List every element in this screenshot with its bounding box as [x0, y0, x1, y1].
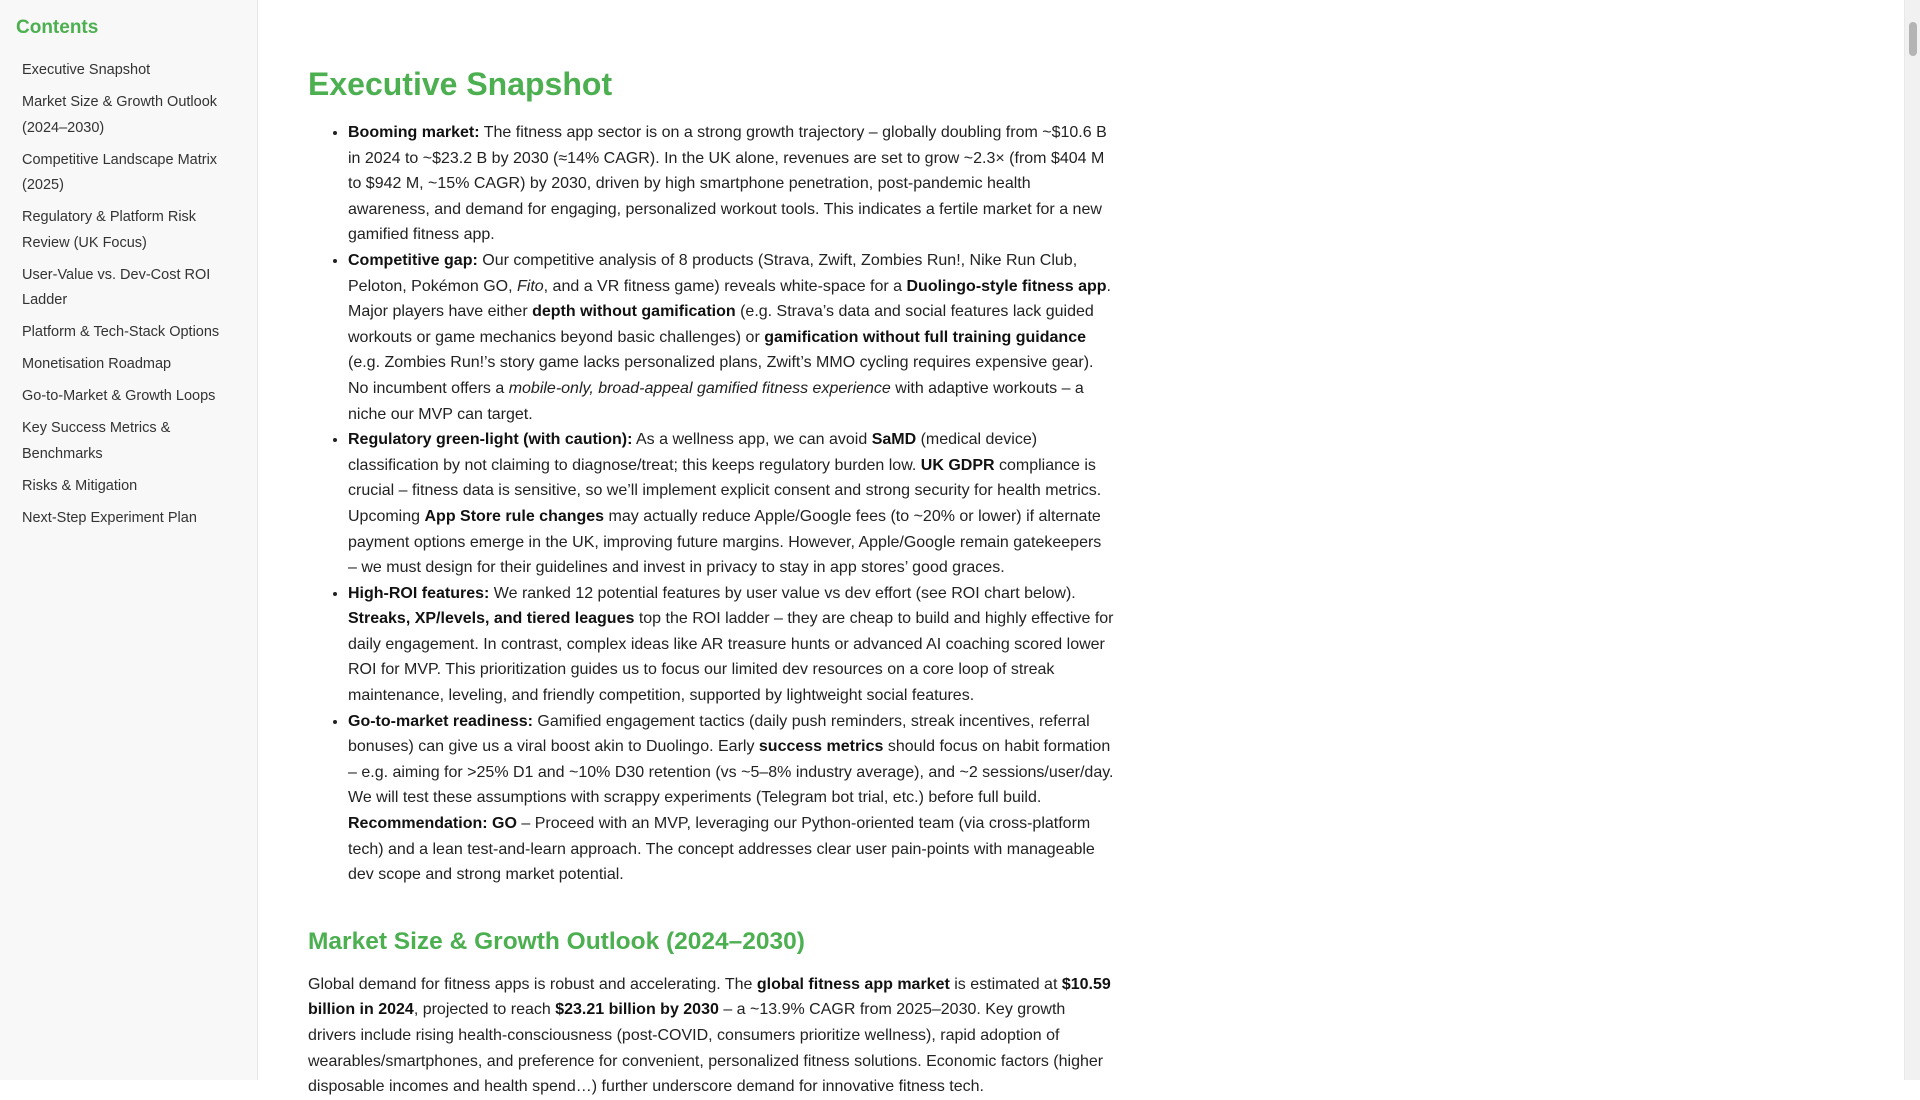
scrollbar-thumb[interactable] — [1909, 22, 1917, 56]
bullet-label: Competitive gap: — [348, 251, 478, 269]
snapshot-bullets — [308, 120, 1114, 888]
bullet-label: Booming market: — [348, 124, 480, 141]
toc-item-market-size[interactable]: Market Size & Growth Outlook (2024–2030) — [22, 94, 218, 136]
toc-item-roi-ladder[interactable]: User-Value vs. Dev-Cost ROI Ladder — [22, 266, 211, 308]
bullet-go-to-market: • Go-to-market readiness: Gamified engagement tactics (daily push reminders, streak incentives, referral bonuses) can give us a viral boost akin to Duolingo. Early success metrics should focus on habit formation – e.g. aiming for >25% D1 and ~10% D30 retention (vs ~5–8% industry average), and ~2 sessions/user/day. We will test these assumptions with scrappy experiments (Telegram bot trial, etc.) before full build. Recommendation: GO – Proceed with an MVP, leveraging our Python-oriented team (via cross-platform tech) and a lean test-and-learn approach. The concept addresses clear user pain-points with manageable dev scope and strong market potential. — [348, 709, 1114, 888]
toc-item-tech-stack[interactable]: Platform & Tech-Stack Options — [22, 324, 220, 340]
bullet-competitive-gap: • Competitive gap: Our competitive analysis of 8 products (Strava, Zwift, Zombies Run!, Nike Run Club, Peloton, Pokémon GO, Fito, and a VR fitness game) reveals white-space for a Duolingo-style fitness app. Major players have either depth without gamification (e.g. Strava’s data and social features lack guided workouts or game mechanics beyond basic challenges) or gamification without full training guidance (e.g. Zombies Run!’s story game lacks personalized plans, Zwift’s MMO cycling requires expensive gear). No incumbent offers a mobile-only, broad-appeal gamified fitness experience with adaptive workouts – a niche our MVP can target. — [348, 248, 1114, 427]
toc-item-executive-snapshot[interactable]: Executive Snapshot — [22, 62, 151, 78]
bullet-label: Regulatory green-light (with caution): — [348, 431, 633, 449]
toc-item-competitive-landscape[interactable]: Competitive Landscape Matrix (2025) — [22, 151, 218, 193]
toc-item-risks[interactable]: Risks & Mitigation — [22, 477, 138, 494]
document-body — [308, 62, 1114, 1100]
toc-list — [0, 58, 257, 531]
toc-title: Contents — [16, 17, 99, 38]
toc-item-monetisation[interactable]: Monetisation Roadmap — [22, 356, 172, 372]
market-paragraph: Global demand for fitness apps is robust and accelerating. The global fitness app market is estimated at $10.59 billion in 2024, projected to reach $23.21 billion by 2030 – a ~13.9% CAGR from 2025–2030. Key growth drivers include rising health-consciousness (post-COVID, consumers prioritize wellness), rapid adoption of wearables/smartphones, and preference for convenient, personalized fitness solutions. Economic factors (higher disposable incomes and health spend…) further underscore demand for innovative fitness tech. — [308, 975, 1111, 1096]
bullet-regulatory: • Regulatory green-light (with caution): As a wellness app, we can avoid SaMD (medical device) classification by not claiming to diagnose/treat; this keeps regulatory burden low. UK GDPR compliance is crucial – fitness data is sensitive, so we’ll implement explicit consent and strong security for health metrics. Upcoming App Store rule changes may actually reduce Apple/Google fees (to ~20% or lower) if alternate payment options emerge in the UK, improving future margins. However, Apple/Google remain gatekeepers – we must design for their guidelines and invest in privacy to stay in app stores’ good graces. — [348, 427, 1114, 581]
bullet-label: Go-to-market readiness: — [348, 712, 533, 730]
main-content — [259, 0, 1904, 1096]
toc-item-go-to-market[interactable]: Go-to-Market & Growth Loops — [22, 388, 216, 404]
bullet-high-roi: • High-ROI features: We ranked 12 potential features by user value vs dev effort (see ROI chart below). Streaks, XP/levels, and tiered leagues top the ROI ladder – they are cheap to build and highly effective for daily engagement. In contrast, complex ideas like AR treasure hunts or advanced AI coaching scored lower ROI for MVP. This prioritization guides us to focus our limited dev resources on a core loop of streak maintenance, leveling, and friendly competition, supported by lightweight social features. — [348, 581, 1114, 709]
bullet-label: High-ROI features: — [348, 584, 490, 602]
executive-snapshot-heading: Executive Snapshot — [308, 66, 613, 102]
page-scrollbar[interactable] — [1904, 0, 1920, 1080]
sidebar-toc — [0, 0, 258, 1080]
market-size-heading: Market Size & Growth Outlook (2024–2030) — [308, 927, 805, 955]
toc-item-regulatory-risk[interactable]: Regulatory & Platform Risk Review (UK Focus) — [22, 209, 197, 251]
toc-item-next-step[interactable]: Next-Step Experiment Plan — [22, 509, 197, 526]
bullet-booming-market: • Booming market: The fitness app sector is on a strong growth trajectory – globally doubling from ~$10.6 B in 2024 to ~$23.2 B by 2030 (≈14% CAGR). In the UK alone, revenues are set to grow ~2.3× (from $404 M to $942 M, ~15% CAGR) by 2030, driven by high smartphone penetration, post-pandemic health awareness, and demand for engaging, personalized workout tools. This indicates a fertile market for a new gamified fitness app. — [348, 120, 1114, 248]
toc-item-success-metrics[interactable]: Key Success Metrics & Benchmarks — [22, 420, 171, 462]
